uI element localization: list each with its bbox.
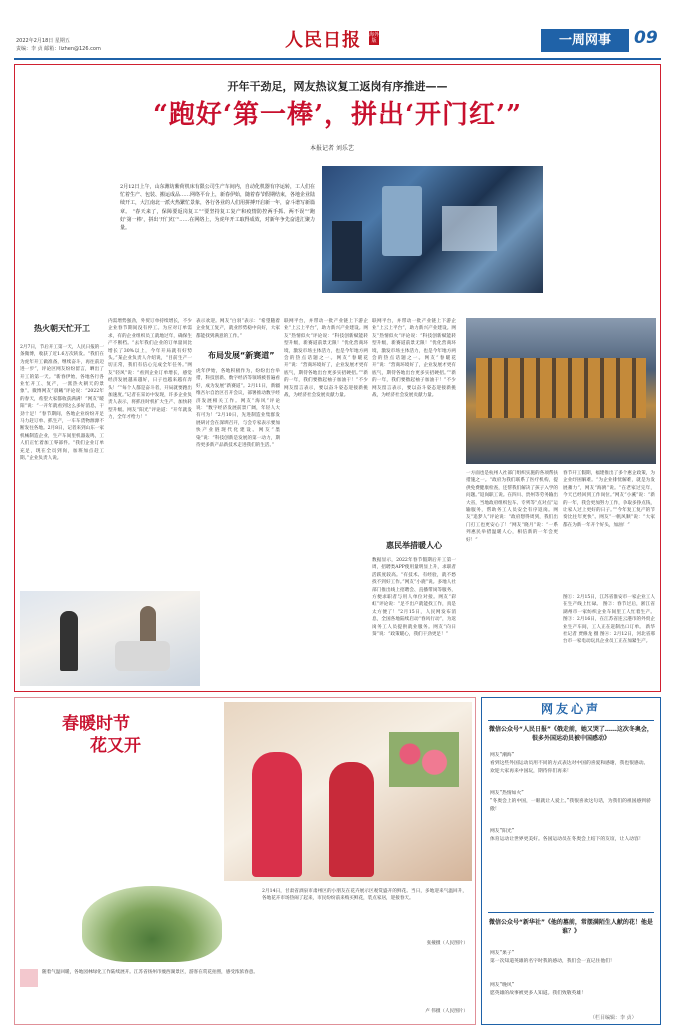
spring-caption-1: 2月14日，甘肃省酒泉市肃州区的小朋友在花卉展示区观赏盛开的鲜花。当日，多地迎来气温回升，各地花卉市场热闹了起来，市民纷纷前来购买鲜花，装点家居，迎接春天。: [262, 889, 467, 902]
column-5a-text: 联网平台，并带动一批产业链上下游企业“上云上平台”，助力新兴产业建设。网友“热情似火”评论说：“科技创新赋能转型升级，新赛道前景无限！”优化营商环境，激发市场主体活力，也是今年地方两会的热点话题之一。网友“春暖花开”说：“营商环境好了，企业发展才更有底气，期待各地出台更多实招硬招。”“新的一年，我们要撸起袖子加油干！”不少网友留言表示，要以奋斗姿态迎接新挑战，为经济社会发展贡献力量。: [372, 319, 456, 399]
article-lead: 2月12日上午，山东潍坊紫荷机床有限公司生产车间内，自动化机器有序运转，工人们在忙着生产、包装、搬运成品……网络平台上，新春伊始，随着春节假期结束，各地企业陆续开工，大江南北一派火热繁忙景象，各行各业的人们用拼搏开启新一年，奋斗谱写新篇章。 “春天来了，保障要返岗复工”“要坚持复工复产和疫情防控两手抓、两不误”“跑好‘第一棒’，拼出‘开门红’”……在网络上，为虎年开工取得成效，对新年争先奋进汇聚力量。: [120, 184, 316, 232]
article-byline: 本报记者 刘乐艺: [310, 145, 354, 152]
voice-quote-5-label: 网友“晚风”: [490, 983, 515, 988]
article-title: “跑好‘第一棒’，拼出‘开门红’”: [152, 100, 523, 130]
voice-quote-5: [490, 982, 652, 998]
voice-quote-4: [490, 950, 652, 966]
voices-rule: [488, 720, 654, 721]
voice-quote-4-label: 网友“果子”: [490, 951, 515, 956]
flower-thumb: [20, 969, 38, 987]
voices-box: [481, 697, 661, 1025]
section-banner: 一周网事: [541, 29, 629, 52]
voices-source-1: 微信公众号“人民日报”《俄走前，她又哭了……这次冬奥会，很多外国运动员被中国感动》: [489, 726, 653, 742]
column-7-text: 春节开工假期，福建推出了多个惠企政策，为企业纾困解难。“为企业排忧解难，就是为发展蓄力”，网友“海鸥”说。“在老家过完年，今天已经回到工作岗位。”网友“小溪”说：“新的一年，我会更加努力工作，争取多挣点钱，让家人过上更好的日子。”“今年复工复产的节奏比往年更快”。网友“一帆风顺”说：“大家都在为新一年开个好头，加油！”: [563, 471, 655, 528]
editor-line: 责编：李 贞 邮箱：lizhen@126.com: [16, 46, 101, 52]
section-heading-3: 惠民举措暖人心: [386, 541, 442, 550]
voice-quote-2-text: “冬奥会上的中国，一眼就让人爱上。”我很喜欢这句话，为我们的祖国感到骄傲！: [490, 798, 651, 812]
spring-caption-1-credit: 张掖摄（人民图片）: [426, 941, 468, 946]
voice-quote-1-label: 网友“潮海”: [490, 753, 515, 758]
logo-edition: 海外版: [369, 32, 380, 44]
column-6-text: 一方面也是杭州人社部门组织实施的各项帮扶措施之一。“政府为我们联系了医疗机构，提供免费健康检查，还帮我们解决了孩子入学的问题。”返岗职工说。在四川、贵州等劳务输出大省，当地政府组织包车、专列等“点对点”运输服务，帮助务工人员安全有序返岗。网友“追梦人”评论说：“政府想得周到，我们出门打工也更安心了！”网友“晓月”说：“一系列惠民举措温暖人心，相信新的一年会更好！”: [466, 471, 558, 543]
voice-quote-3-text: 体育运动让世界更美好。各国运动员在冬奥会上结下的友谊，让人动容！: [490, 836, 644, 842]
column-1-text: 2月7日，节后开工第一天，人民日报的一条微博，收获了近1.6万次转发。“我们在为虎年开工做准备，继续奋斗，再往前迈进一步”，评论区网友纷纷留言，晒出了开工的第一天。“新春伊始，各地各行各业忙开工、复产，一派热火朝天的景象”。微博网友“晨曦”评论说：“2022年的春天，希望大家都收获满满！”网友“暖阳”说：“一开年就看到这么多好消息，干劲十足！”春节期间，各地企业纷纷开足马力赶订单、抓生产，一车车货物源源不断发往各地。2月8日，记者来到山东一家机械制造企业，生产车间里机器轰鸣，工人们正忙着加工零部件。“我们企业订单充足，现在全员到岗，加班加点赶工期。”企业负责人说。: [20, 345, 104, 462]
spring-caption-2: 随着气温回暖，各地园林绿化工作陆续展开。江苏省扬州市瘦西湖景区，游客在赏花拍照，感受浓浓春意。: [42, 970, 258, 975]
page-number: 09: [634, 28, 658, 48]
voice-quote-1-text: 看到这些外国运动员用不同的方式表达对中国的喜爱和感谢，我也很感动。欢迎大家再来中国玩，期待你们再来！: [490, 760, 649, 774]
park-photo: [82, 886, 222, 962]
masthead-meta: [16, 37, 101, 53]
column-2-text: 内需增势强劲，外贸订单持续增长，不少企业春节期间没有停工。为应对订单需求，有的企业组织员工就地过年，确保生产不断档。“去年我们企业的订单量同比增长了30%以上，今年开局就有好势头。”某企业负责人介绍说，“目前生产一切正常，我们有信心完成全年任务。”网友“轻风”说：“看到企业订单增长，感觉经济发展越来越好，日子也越来越有奔头！”“每个人都是奋斗者，开局就要跑出加速度。”记者在采访中发现，许多企业负责人表示，将抓住时机扩大生产、加快转型升级。网友“阳光”评论道：“开年就发力，全年才给力！”: [108, 319, 192, 421]
column-5-text: 数据显示，2022年春节假期后开工第一周，招聘类APP使用量明显上升，求职者活跃度较高。“有技术、有经验，就不愁找不到好工作。”网友“小鹿”说。多地人社部门推出线上招聘会、直播带岗等服务，方便求职者与用人单位对接。网友“彩虹”评论说：“足不出户就能找工作，真是太方便了！”2月15日，人民网发布消息，全国各地陆续启动“春风行动”，为返岗务工人员提供就业服务。网友“向日葵”说：“政策暖心，我们干劲更足！”: [372, 558, 456, 638]
voice-quote-2-label: 网友“热情如火”: [490, 791, 524, 796]
spring-title-line2: 花又开: [90, 736, 141, 756]
column-editor: （栏目编辑：李 贞）: [590, 1015, 637, 1021]
factory-photo: [322, 166, 543, 293]
voice-quote-3: [490, 828, 652, 844]
date-line: 2022年2月18日 星期五: [16, 38, 70, 44]
voice-quote-1: [490, 752, 652, 775]
voice-quote-3-label: 网友“阳光”: [490, 829, 515, 834]
spring-title: [62, 713, 141, 757]
voice-quote-5-text: 愿英雄的故事被更多人知道。我们致敬英雄！: [490, 990, 586, 996]
photo-captions: 图①：2月15日，江苏省淮安市一家企业工人在生产线上忙碌。 图②：春节过后，浙江省湖州市一家纺织企业车间里工人忙着生产。 图③：2月16日，在江苏省连云港市的外贸企业生产车间，工人正在赶制出口订单。 新华社记者 贾修龙 摄 图④：2月12日，河北省邢台市一家电动玩具企业员工正在加紧生产。: [563, 595, 655, 645]
livestream-photo: [20, 591, 200, 686]
column-3-text: 表示欢迎。网友“白羽”表示：“希望随着企业复工复产，就业形势稳中向好，大家都能找到满意的工作。”: [196, 319, 280, 339]
section-heading-2: 布局发展“新赛道”: [208, 351, 275, 360]
warehouse-photo: [466, 318, 656, 464]
spring-title-line1: 春暖时节: [62, 714, 130, 734]
spring-caption-2-credit: 卢 伟摄（人民图片）: [425, 1009, 468, 1014]
voices-source-2: 微信公众号“新华社”《他的墓前，常摆满陌生人献的花！他是谁？》: [489, 919, 653, 935]
voice-quote-4-text: 第一次知道英雄的名字时我的感动，我们会一直记住他们！: [490, 958, 615, 964]
section-heading-1: 热火朝天忙开工: [34, 324, 90, 333]
column-3-text-2: 虎年伊始，各地积极作为，纷纷出台举措，科技创新、数字经济等领域被普遍看好，成为发展“新赛道”。2月11日，新疆维吾尔自治区召开会议，部署推动数字经济发展相关工作。网友“海风”评论说：“数字经济发展前景广阔，年轻人大有可为！”2月10日，先进制造业集群发展研讨会在深圳召开，与会专家表示要加快产业链现代化建设。网友“墨染”说：“科技创新是发展的第一动力，期待更多新产品新技术走进我们的生活。”: [196, 369, 280, 449]
header-rule: [14, 58, 661, 60]
voice-quote-2: [490, 790, 652, 813]
voices-rule-2: [488, 912, 654, 913]
column-4-text: 联网平台，并带动一批产业链上下游企业“上云上平台”，助力新兴产业建设。网友“热情似火”评论说：“科技创新赋能转型升级，新赛道前景无限！”优化营商环境，激发市场主体活力，也是今年地方两会的热点话题之一。网友“春暖花开”说：“营商环境好了，企业发展才更有底气，期待各地出台更多实招硬招。”“新的一年，我们要撸起袖子加油干！”不少网友留言表示，要以奋斗姿态迎接新挑战，为经济社会发展贡献力量。: [284, 319, 368, 399]
newspaper-logo: 人民日报: [285, 30, 361, 51]
girls-flowers-photo: [224, 702, 472, 881]
voices-title: 网友心声: [540, 702, 601, 716]
article-subtitle: 开年干劲足，网友热议复工返岗有序推进——: [227, 80, 448, 93]
